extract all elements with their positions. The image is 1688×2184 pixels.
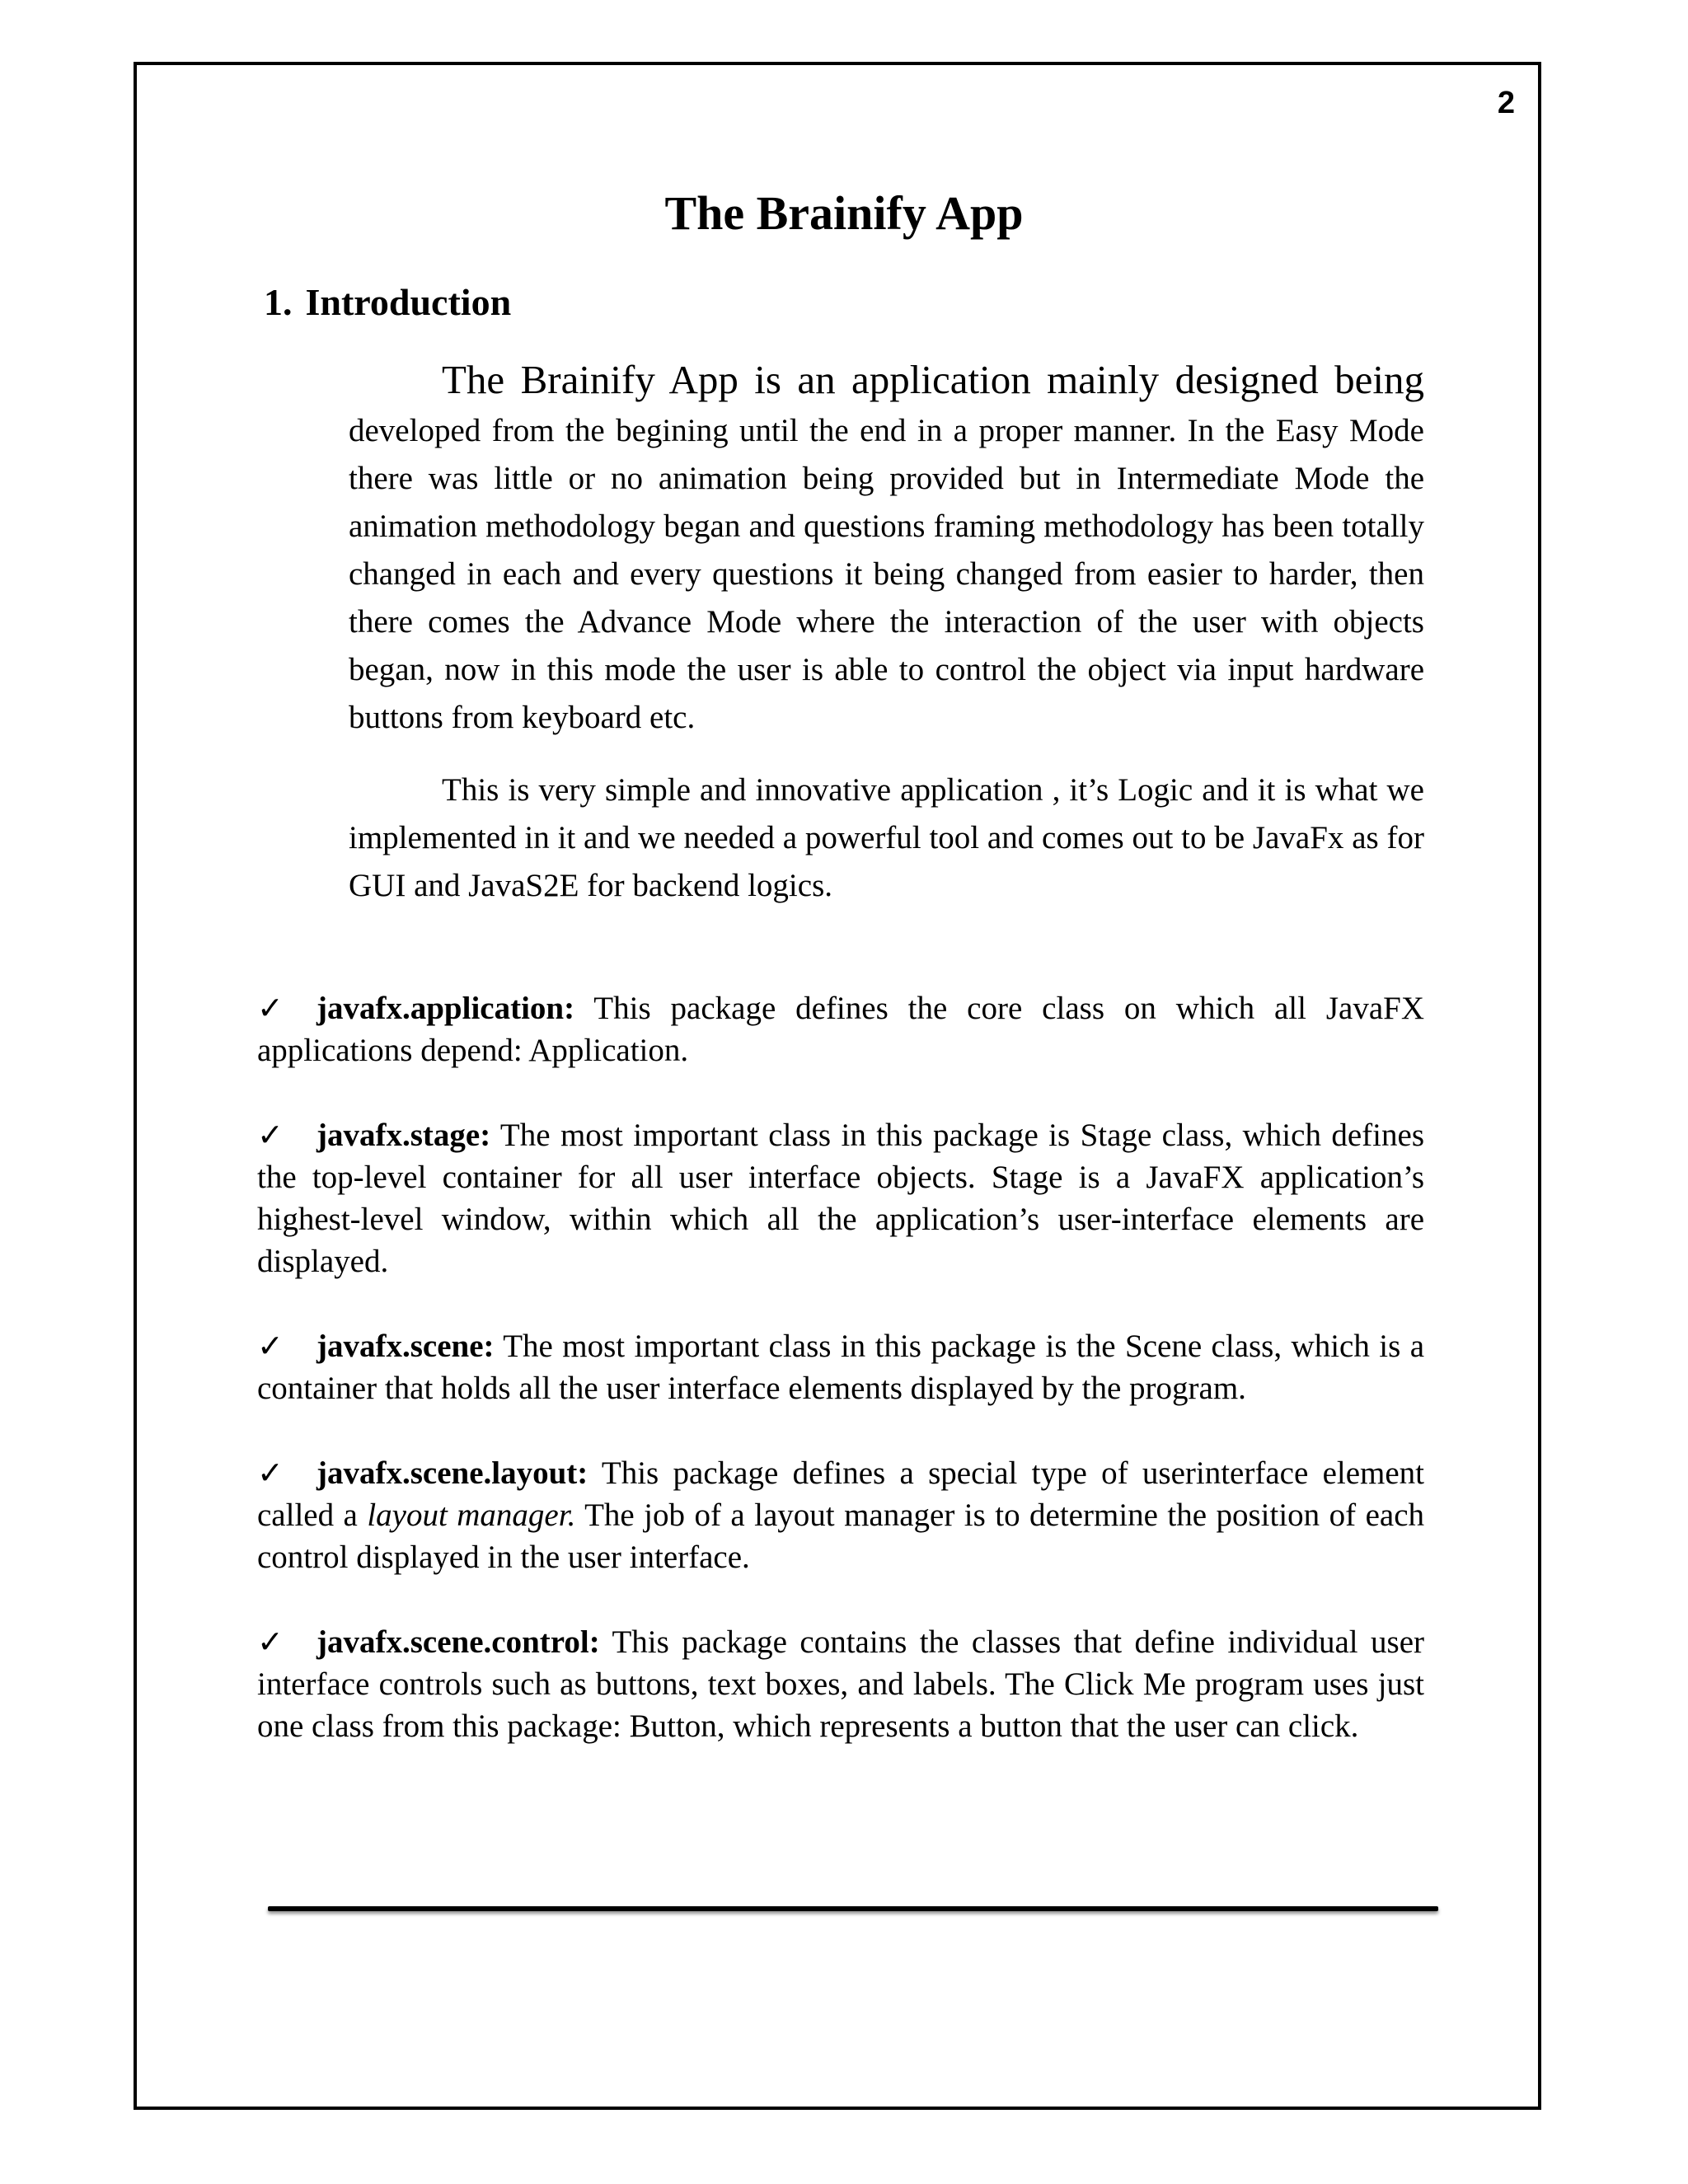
package-description-emphasis: layout manager. <box>367 1497 576 1533</box>
package-name: javafx.application: <box>316 991 575 1026</box>
intro-paragraph-1-rest: developed from the begining until the end in a proper manner. In the Easy Mode there was little or no animation being provided but in Intermediate Mode the animation methodology began and questions framing methodology has been totally changed in each and every questions it being changed from easier to harder, then there comes the Advance Mode where the interaction of the user with objects began, now in this mode the user is able to control the object via input hardware buttons from keyboard etc. <box>349 413 1424 735</box>
intro-paragraph-1-lead: The Brainify App is an application mainly designed being <box>442 357 1424 402</box>
document-title: The Brainify App <box>664 186 1024 240</box>
package-item-scene-control <box>257 1621 1424 1747</box>
checkmark-icon: ✓ <box>257 1455 284 1491</box>
package-description: This package defines a special type of userinterface element called a <box>257 1455 1425 1533</box>
section-heading <box>264 280 511 324</box>
introduction-body <box>349 356 1424 910</box>
package-description-continued: The job of a layout manager is to determine the position of each control displayed in the user interface. <box>257 1497 1425 1575</box>
package-description: This package defines the core class on which all JavaFX applications depend: Application. <box>257 991 1424 1068</box>
checkmark-icon: ✓ <box>257 1328 284 1364</box>
package-name: javafx.scene: <box>316 1329 495 1364</box>
package-item-application <box>257 987 1424 1071</box>
package-item-stage <box>257 1114 1424 1282</box>
intro-paragraph-1 <box>349 356 1424 742</box>
section-title: Introduction <box>305 281 512 323</box>
section-number: 1. <box>264 281 293 323</box>
package-item-scene <box>257 1325 1424 1409</box>
package-name: javafx.scene.control: <box>316 1624 600 1660</box>
checkmark-icon: ✓ <box>257 990 284 1026</box>
package-description: The most important class in this package is the Scene class, which is a container that holds all the user interface elements displayed by the program. <box>257 1329 1425 1406</box>
page-number: 2 <box>1497 86 1515 120</box>
package-description: The most important class in this package is Stage class, which defines the top-level container for all user interface objects. Stage is a JavaFX application’s highest-level window, within which all the application’s user-interface elements are displayed. <box>257 1118 1424 1279</box>
bottom-divider <box>268 1906 1438 1911</box>
package-item-scene-layout <box>257 1452 1424 1578</box>
intro-paragraph-2: This is very simple and innovative application , it’s Logic and it is what we implemented in it and we needed a powerful tool and comes out to be JavaFx as for GUI and JavaS2E for backend logics. <box>349 772 1424 903</box>
package-list <box>257 987 1424 1747</box>
package-name: javafx.stage: <box>316 1118 491 1153</box>
checkmark-icon: ✓ <box>257 1624 284 1660</box>
package-name: javafx.scene.layout: <box>316 1455 588 1491</box>
package-description: This package contains the classes that define individual user interface controls such as buttons, text boxes, and labels. The Click Me program uses just one class from this package: Button, which represents a button that the user can click. <box>257 1624 1425 1744</box>
checkmark-icon: ✓ <box>257 1117 284 1153</box>
